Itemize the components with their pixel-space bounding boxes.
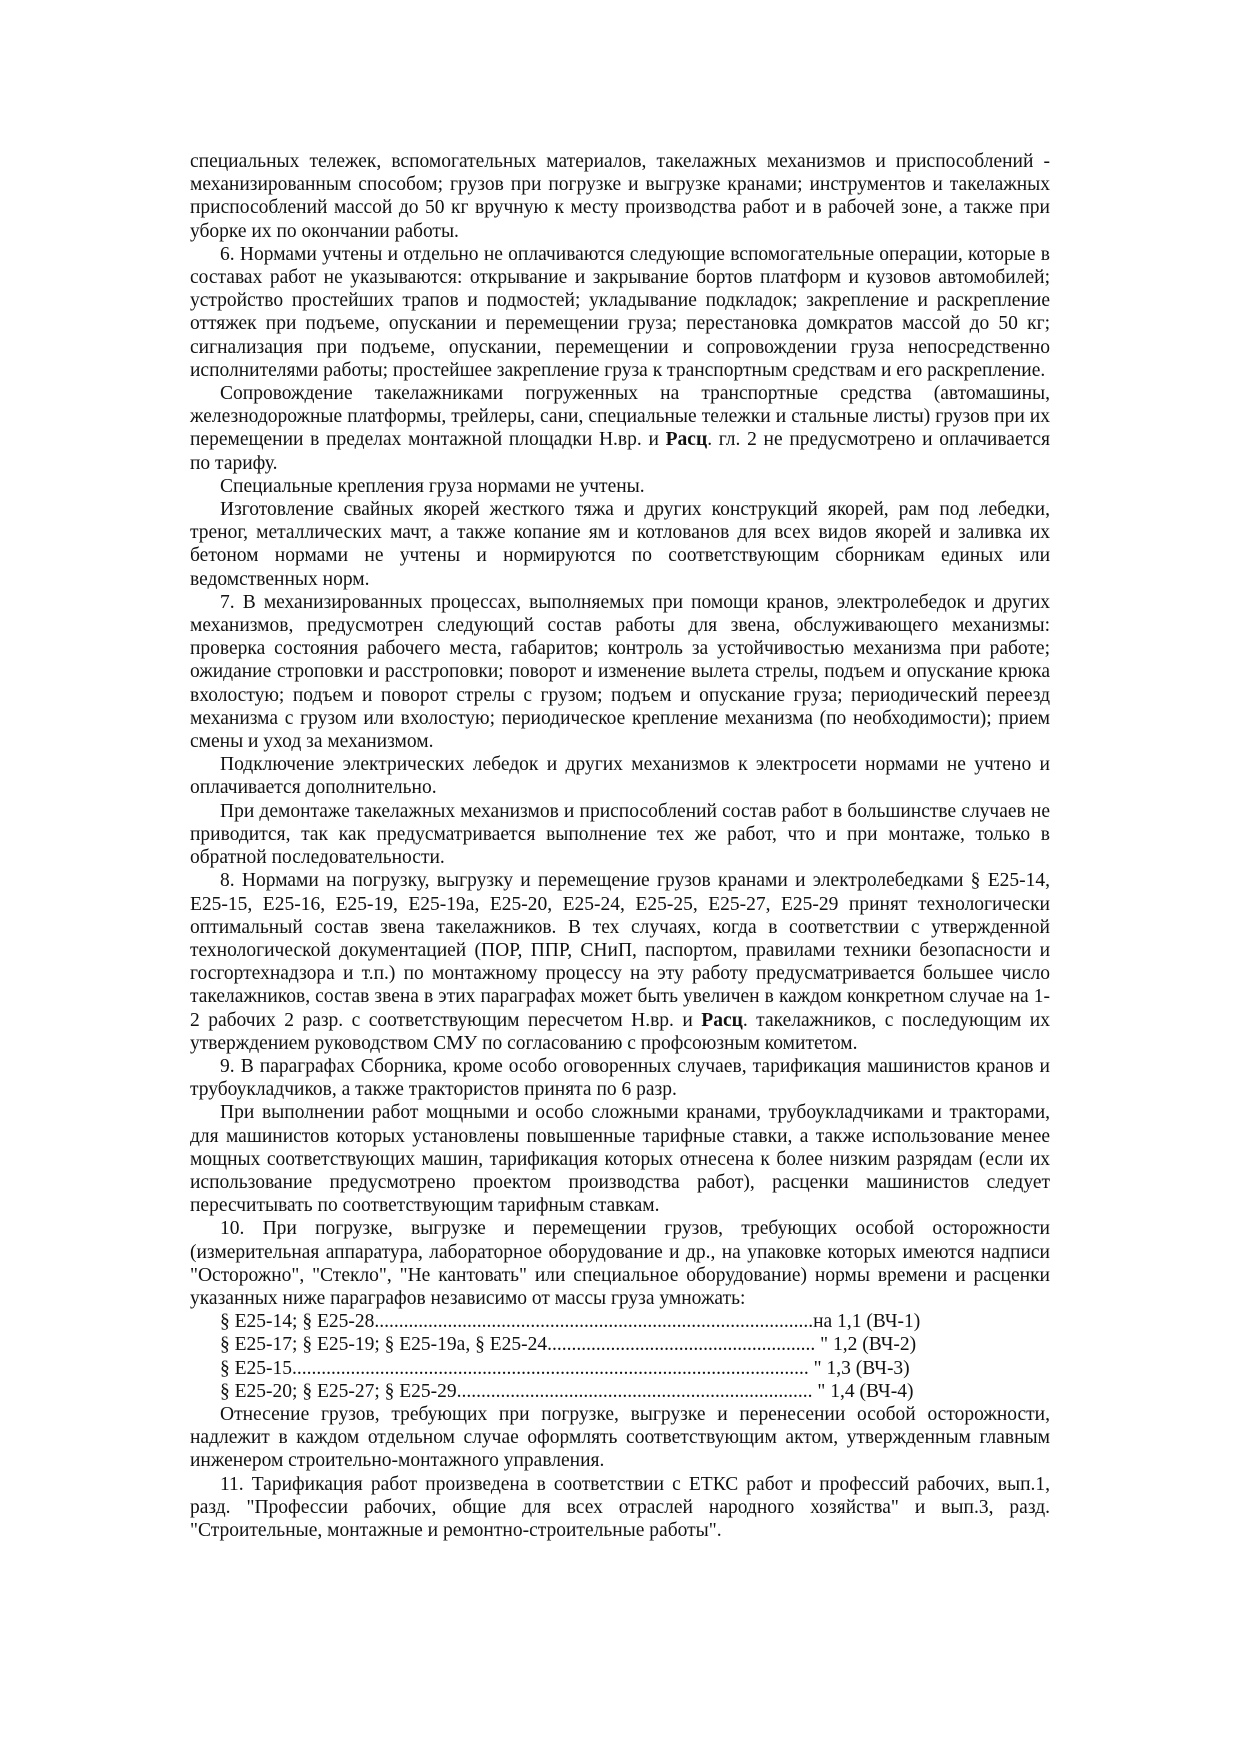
paragraph-escort-text-2: . гл. 2 не предусмотрено и оплачивается по тарифу.	[190, 429, 1050, 474]
paragraph-8-text-1: 8. Нормами на погрузку, выгрузку и перемещение грузов кранами и электролебедками § Е25-14, Е25-15, Е25-16, Е25-19, Е25-19а, Е25-20, Е25-24, Е25-25, Е25-27, Е25-29 принят технологически оптимальный состав звена такелажников. В тех случаях, когда в соответствии с утвержденной технологической документацией (ПОР, ППР, СНиП, паспортом, правилами техники безопасности и госгортехнадзора и т.п.) по монтажному процессу на эту работу предусматривается большее число такелажников, состав звена в этих параграфах может быть увеличен в каждом конкретном случае на 1-2 рабочих 2 разр. с соответствующим пересчетом Н.вр. и	[190, 870, 1050, 1031]
paragraph-dismantling: При демонтаже такелажных механизмов и приспособлений состав работ в большинстве случаев не приводится, так как предусматривается выполнение тех же работ, что и при монтаже, только в обратной последовательности.	[190, 800, 1050, 869]
coefficient-line-vch-2: § Е25-17; § Е25-19; § Е25-19а, § Е25-24....................................................... " 1,2 (ВЧ-2)	[220, 1334, 917, 1356]
paragraph-escort-text-1: Сопровождение такелажниками погруженных на транспортные средства (автомашины, железнодорожные платформы, трейлеры, сани, специальные тележки и стальные листы) грузов при их перемещении в пределах монтажной площадки Н.вр. и	[190, 383, 1050, 451]
paragraph-11-tariffing: 11. Тарификация работ произведена в соответствии с ЕТКС работ и профессий рабочих, вып.1, разд. "Профессии рабочих, общие для всех отраслей народного хозяйства" и вып.3, разд. "Строительные, монтажные и ремонтно-строительные работы".	[190, 1473, 1050, 1541]
paragraph-escort-riggers	[190, 382, 1050, 475]
paragraph-special-fastening: Специальные крепления груза нормами не учтены.	[220, 475, 645, 497]
paragraph-8-bold-rasc: Расц	[701, 1009, 743, 1031]
paragraph-6-auxiliary-operations: 6. Нормами учтены и отдельно не оплачиваются следующие вспомогательные операции, которые в составах работ не указываются: открывание и закрывание бортов платформ и кузовов автомобилей; устройство простейших трапов и подмостей; укладывание подкладок; закрепление и раскрепление оттяжек при подъеме, опускании и перемещении груза; перестановка домкратов массой до 50 кг; сигнализация при подъеме, опускании, перемещении и сопровождении груза непосредственно исполнителями работы; простейшее закрепление груза к транспортным средствам и его раскрепление.	[190, 243, 1050, 381]
paragraph-electric-connection: Подключение электрических лебедок и других механизмов к электросети нормами не учтено и оплачивается дополнительно.	[190, 754, 1050, 799]
paragraph-8-crew-composition	[190, 869, 1050, 1055]
paragraph-powerful-cranes: При выполнении работ мощными и особо сложными кранами, трубоукладчиками и тракторами, для машинистов которых установлены повышенные тарифные ставки, а также использование менее мощных соответствующих машин, тарификация которых отнесена к более низким разрядам (если их использование предусмотрено проектом производства работ), расценки машинистов следует пересчитывать по соответствующим тарифным ставкам.	[190, 1102, 1050, 1217]
paragraph-anchors-manufacture: Изготовление свайных якорей жесткого тяжа и других конструкций якорей, рам под лебедки, треног, металлических мачт, а также копание ям и котлованов для всех видов якорей и заливка их бетоном нормами не учтены и нормируются по соответствующим сборникам единых или ведомственных норм.	[190, 499, 1050, 590]
paragraph-7-mechanized-processes: 7. В механизированных процессах, выполняемых при помощи кранов, электролебедок и других механизмов, предусмотрен следующий состав работы для звена, обслуживающего механизмы: проверка состояния рабочего места, габаритов; контроль за устойчивостью механизма при работе; ожидание строповки и расстроповки; поворот и изменение вылета стрелы, подъем и опускание крюка вхолостую; подъем и поворот стрелы с грузом; подъем и опускание груза; периодический переезд механизма с грузом или вхолостую; периодическое крепление механизма (по необходимости); прием смены и уход за механизмом.	[190, 591, 1050, 753]
document-page	[190, 150, 1050, 1542]
paragraph-fragile-act: Отнесение грузов, требующих при погрузке, выгрузке и перенесении особой осторожности, надлежит в каждом отдельном случае оформлять соответствующим актом, утвержденным главным инженером строительно-монтажного управления.	[190, 1403, 1050, 1472]
paragraph-8-text-2: . такелажников, с последующим их утверждением руководством СМУ по согласованию с профсоюзным комитетом.	[190, 1009, 1050, 1054]
paragraph-escort-bold-rasc: Расц	[665, 429, 708, 451]
coefficient-line-vch-4: § Е25-20; § Е25-27; § Е25-29......................................................................... " 1,4 (ВЧ-4)	[220, 1380, 914, 1402]
coefficient-line-vch-3: § Е25-15.......................................................................................................... " 1,3 (ВЧ-3)	[220, 1357, 910, 1379]
paragraph-10-fragile-cargo: 10. При погрузке, выгрузке и перемещении грузов, требующих особой осторожности (измерительная аппаратура, лабораторное оборудование и др., на упаковке которых имеются надписи "Осторожно", "Стекло", "Не кантовать" или специальное оборудование) нормы времени и расценки указанных ниже параграфов независимо от массы груза умножать:	[190, 1218, 1050, 1309]
paragraph-9-operators-grade: 9. В параграфах Сборника, кроме особо оговоренных случаев, тарификация машинистов кранов и трубоукладчиков, а также трактористов принята по 6 разр.	[190, 1055, 1050, 1101]
coefficient-line-vch-1: § Е25-14; § Е25-28..........................................................................................на 1,1 (ВЧ-1)	[220, 1311, 921, 1333]
paragraph-materials-delivery: специальных тележек, вспомогательных материалов, такелажных механизмов и приспособлений - механизированным способом; грузов при погрузке и выгрузке кранами; инструментов и такелажных приспособлений массой до 50 кг вручную к месту производства работ и в рабочей зоне, а также при уборке их по окончании работы.	[190, 151, 1050, 242]
